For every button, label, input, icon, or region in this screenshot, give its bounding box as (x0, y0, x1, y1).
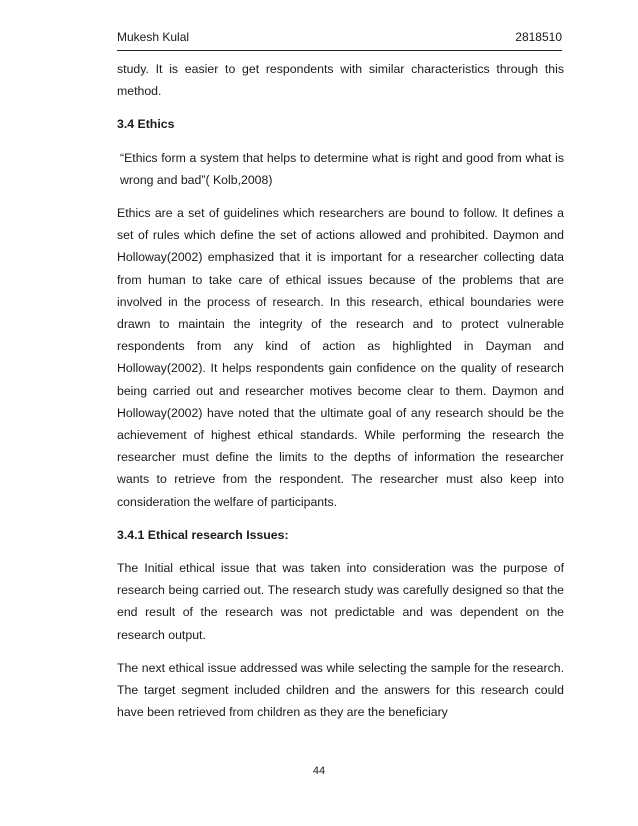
ethics-paragraph: Ethics are a set of guidelines which researchers are bound to follow. It defines a set of rules which define the set of actions allowed and prohibited. Daymon and Holloway(2002) emphasized that it is important for a researcher collecting data from human to take care of ethical issues because of the problems that are involved in the process of research. In this research, ethical boundaries were drawn to maintain the integrity of the research and to protect vulnerable respondents from any kind of action as highlighted in Dayman and Holloway(2002). It helps respondents gain confidence on the quality of research being carried out and researcher motives become clear to them. Daymon and Holloway(2002) have noted that the ultimate goal of any research should be the achievement of highest ethical standards. While performing the research the researcher must define the limits to the depths of information the researcher wants to retrieve from the respondent. The researcher must also keep into consideration the welfare of participants. (117, 206, 564, 509)
header-author: Mukesh Kulal (117, 30, 190, 44)
page-content (117, 58, 564, 734)
ethical-issues-paragraph-1: The Initial ethical issue that was taken into consideration was the purpose of research being carried out. The research study was carefully designed so that the end result of the research was not predictable and was dependent on the research output. (117, 561, 564, 642)
header-student-id: 2818510 (515, 30, 562, 44)
intro-continuation-paragraph: study. It is easier to get respondents with similar characteristics through this method. (117, 62, 564, 99)
page-number: 44 (312, 765, 326, 777)
ethical-issues-paragraph-2: The next ethical issue addressed was while selecting the sample for the research. The target segment included children and the answers for this research could have been retrieved from children as they are the beneficiary (117, 660, 564, 720)
ethics-quote: “Ethics form a system that helps to determine what is right and good from what is wrong and bad”( Kolb,2008) (120, 150, 564, 187)
section-heading-ethical-issues: 3.4.1 Ethical research Issues: (117, 527, 289, 542)
page-header (117, 28, 562, 51)
section-heading-ethics: 3.4 Ethics (117, 117, 175, 132)
